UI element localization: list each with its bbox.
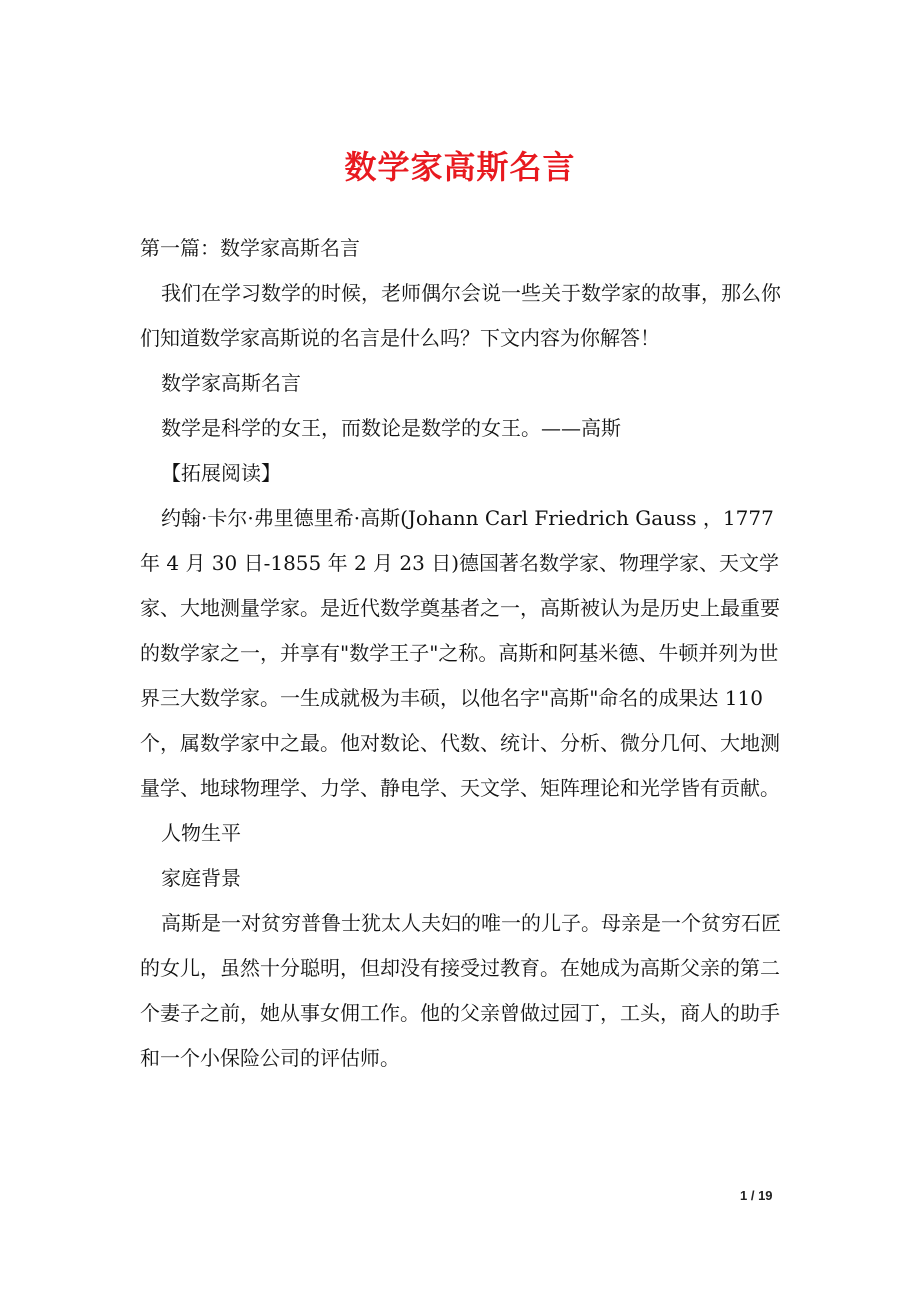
document-title: 数学家高斯名言 [344,148,576,186]
subheading-quotes: 数学家高斯名言 [161,371,301,395]
biography-paragraph: 约翰·卡尔·弗里德里希·高斯(Johann Carl Friedrich Gauss ，1777 年 4 月 30 日-1855 年 2 月 23 日)德国著名数学家、物理学家、天文学家、大地测量学家。是近代数学奠基者之一，高斯被认为是历史上最重要的数学家之一，并享有"数学王子"之称。高斯和阿基米德、牛顿并列为世界三大数学家。一生成就极为丰硕，以他名字"高斯"命名的成果达 110 个，属数学家中之最。他对数论、代数、统计、分析、微分几何、大地测量学、地球物理学、力学、静电学、天文学、矩阵理论和光学皆有贡献。 [140,506,780,800]
subheading-life: 人物生平 [161,821,241,845]
intro-paragraph: 我们在学习数学的时候，老师偶尔会说一些关于数学家的故事，那么你们知道数学家高斯说的名言是什么吗？下文内容为你解答！ [140,281,781,350]
subheading-extended-reading: 【拓展阅读】 [161,461,281,485]
document-body [140,226,790,1081]
quote-paragraph: 数学是科学的女王，而数论是数学的女王。——高斯 [161,416,621,440]
page-number: 1 / 19 [740,1188,773,1203]
subheading-family: 家庭背景 [161,866,241,890]
section-heading: 第一篇：数学家高斯名言 [140,236,360,260]
family-paragraph: 高斯是一对贫穷普鲁士犹太人夫妇的唯一的儿子。母亲是一个贫穷石匠的女儿，虽然十分聪明，但却没有接受过教育。在她成为高斯父亲的第二个妻子之前，她从事女佣工作。他的父亲曾做过园丁，工头，商人的助手和一个小保险公司的评估师。 [140,911,781,1070]
